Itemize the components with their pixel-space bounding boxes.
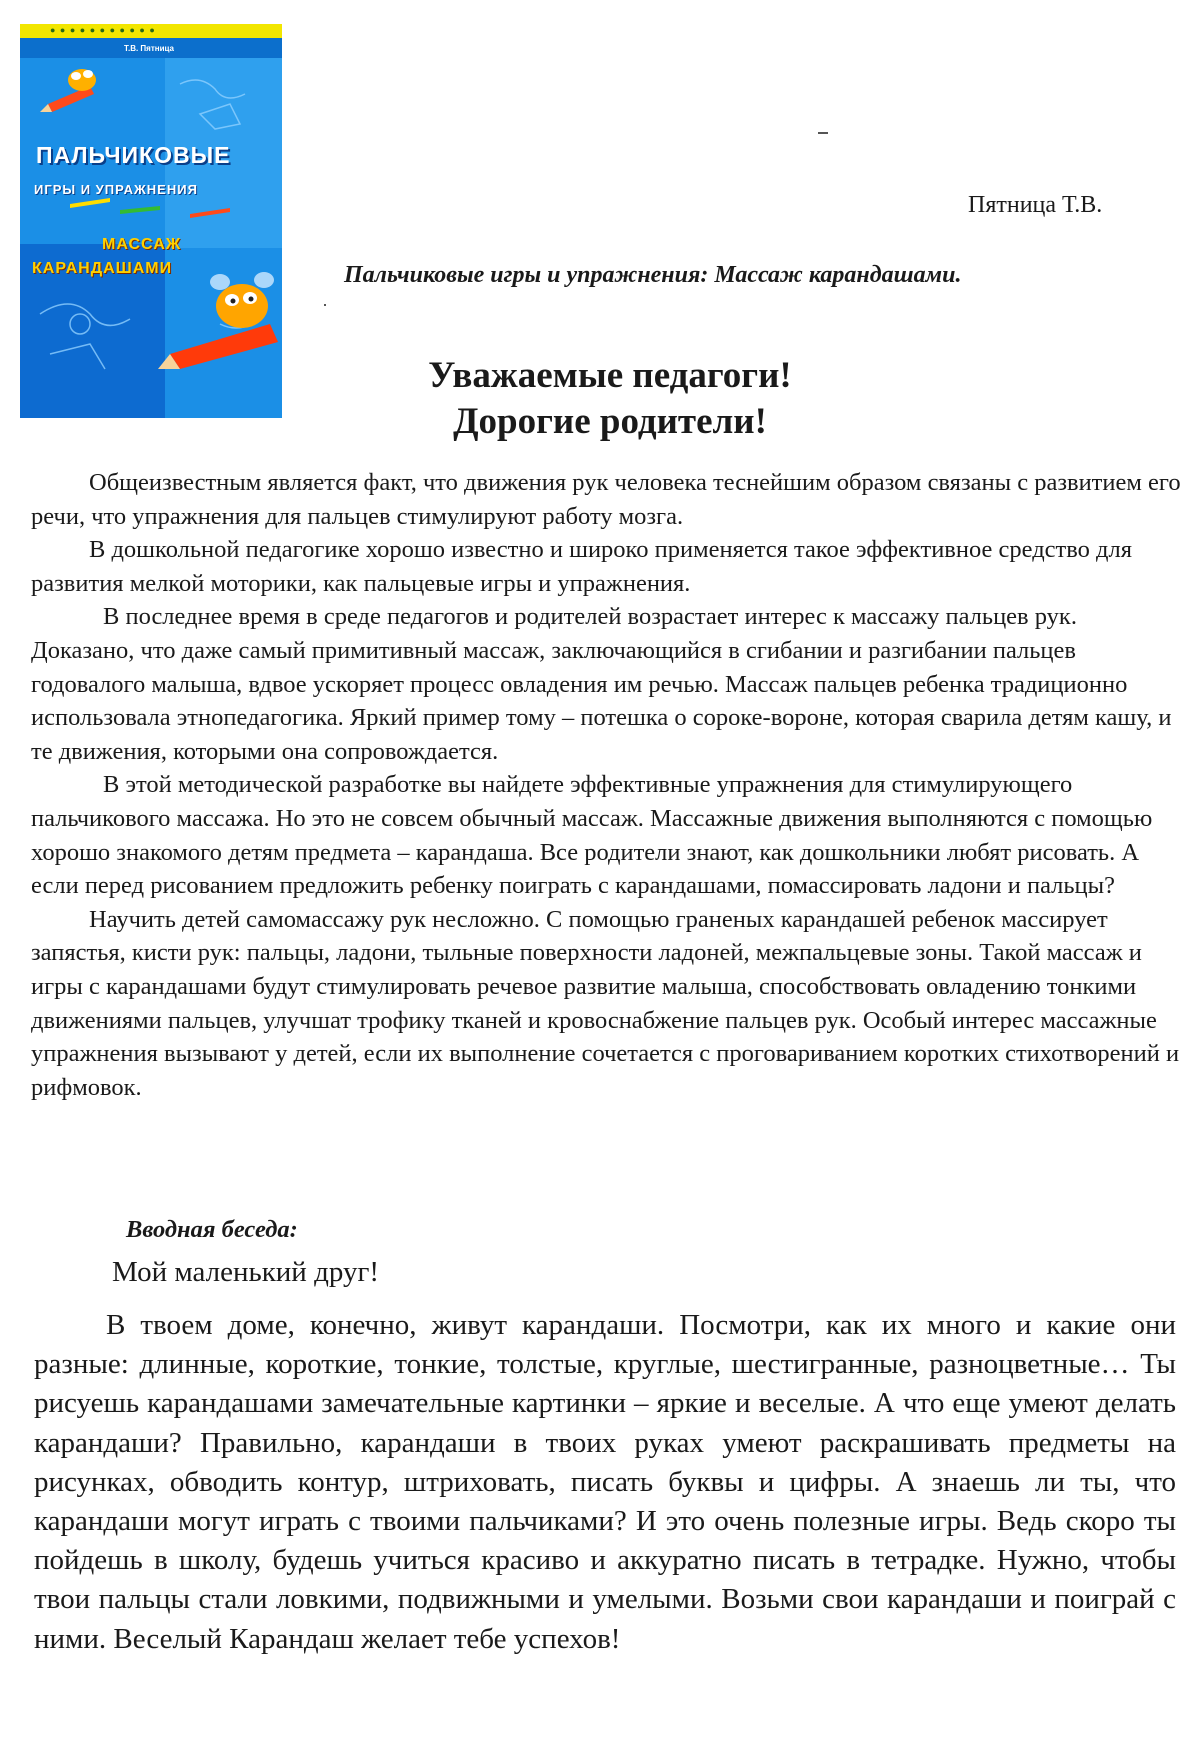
intro-heading: Вводная беседа: <box>126 1216 298 1243</box>
cover-author: Т.В. Пятница <box>124 44 174 53</box>
book-title: Пальчиковые игры и упражнения: Массаж карандашами. <box>344 262 962 288</box>
letter-paragraph: В твоем доме, конечно, живут карандаши. Посмотри, как их много и какие они разные: длинные, короткие, тонкие, толстые, круглые, шестигранные, разноцветные… Ты рисуешь карандашами замечательные картинки – яркие и веселые. А что еще умеют делать карандаши? Правильно, карандаши в твоих руках умеют раскрашивать предметы на рисунках, обводить контур, штриховать, писать буквы и цифры. А знаешь ли ты, что карандаши могут играть с твоими пальчиками? И это очень полезные игры. Ведь скоро ты пойдешь в школу, будешь учиться красиво и аккуратно писать в тетрадке. Нужно, чтобы твои пальцы стали ловкими, подвижными и умелыми. Возьми свои карандаши и поиграй с ними. Веселый Карандаш желает тебе успехов! <box>34 1309 1176 1655</box>
greeting-line-1: Уважаемые педагоги! <box>428 355 792 396</box>
cover-title-line-3: МАССАЖ <box>102 236 182 253</box>
author-name: Пятница Т.В. <box>968 192 1103 218</box>
stray-dot <box>324 304 326 306</box>
salutation: Мой маленький друг! <box>112 1256 380 1288</box>
paragraph-2: В дошкольной педагогике хорошо известно и широко применяется такое эффективное средство для развития мелкой моторики, как пальцевые игры и упражнения. <box>31 536 1132 597</box>
paragraph-3: В последнее время в среде педагогов и родителей возрастает интерес к массажу пальцев рук. Доказано, что даже самый примитивный массаж, заключающийся в сгибании и разгибании пальцев годовалого малыша, вдвое ускоряет процесс овладения им речью. Массаж пальцев ребенка традиционно использовала этнопедагогика. Яркий пример тому – потешка о сороке-вороне, которая сварила детям кашу, и те движения, которыми она сопровождается. <box>31 603 1172 765</box>
paragraph-5: Научить детей самомассажу рук несложно. С помощью граненых карандашей ребенок массирует запястья, кисти рук: пальцы, ладони, тыльные поверхности ладоней, межпальцевые зоны. Такой массаж и игры с карандашами будут стимулировать речевое развитие малыша, способствовать овладению тонкими движениями пальцев, улучшат трофику тканей и кровоснабжение пальцев рук. Особый интерес массажные упражнения вызывают у детей, если их выполнение сочетается с проговариванием коротких стихотворений и рифмовок. <box>31 905 1180 1101</box>
cover-title-line-4: КАРАНДАШАМИ <box>32 260 173 277</box>
greeting-line-2: Дорогие родители! <box>453 401 767 442</box>
cover-title-line-2: ИГРЫ И УПРАЖНЕНИЯ <box>34 182 198 197</box>
letter-text <box>34 1306 1176 1659</box>
cover-series-label: ● ● ● ● ● ● ● ● ● ● ● <box>50 25 156 35</box>
paragraph-4: В этой методической разработке вы найдете эффективные упражнения для стимулирующего пальчикового массажа. Но это не совсем обычный массаж. Массажные движения выполняются с помощью хорошо знакомого детям предмета – карандаша. Все родители знают, как дошкольники любят рисовать. А если перед рисованием предложить ребенку поиграть с карандашами, помассировать ладони и пальцы? <box>31 771 1153 900</box>
introduction-text <box>31 466 1181 1104</box>
paragraph-1: Общеизвестным является факт, что движения рук человека теснейшим образом связаны с развитием его речи, что упражнения для пальцев стимулируют работу мозга. <box>31 469 1181 530</box>
stray-mark <box>818 132 828 134</box>
cover-title-line-1: ПАЛЬЧИКОВЫЕ <box>36 142 231 168</box>
